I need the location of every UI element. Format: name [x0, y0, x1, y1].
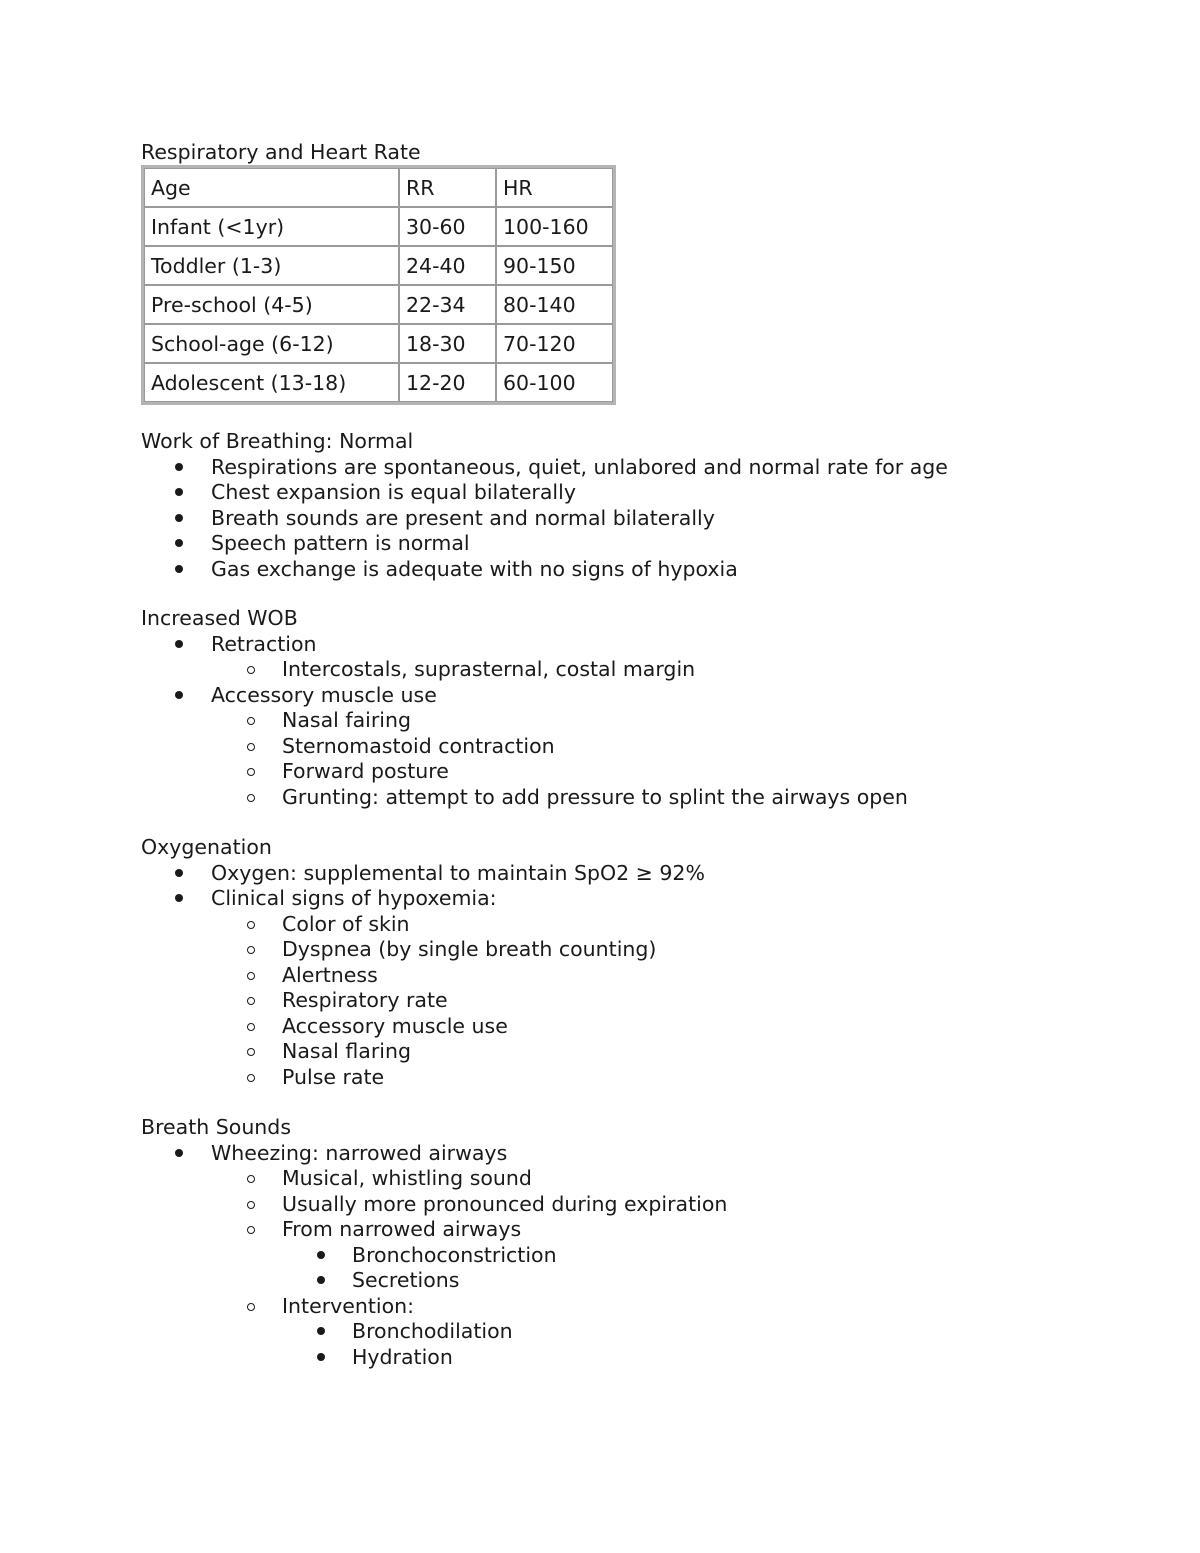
cell-hr: 70-120 — [496, 324, 613, 363]
bullet-circle-icon — [247, 743, 255, 751]
bullet-disc-icon — [175, 640, 183, 648]
list-item — [141, 683, 1101, 709]
list-item — [141, 1319, 1101, 1345]
cell-age: Toddler (1-3) — [144, 246, 399, 285]
list-item-text: From narrowed airways — [282, 1217, 522, 1241]
list-item — [141, 759, 1101, 785]
bullet-disc-icon — [317, 1327, 325, 1335]
bullet-circle-icon — [247, 1175, 255, 1183]
list-item — [141, 1014, 1101, 1040]
bullet-circle-icon — [247, 1074, 255, 1082]
bullet-circle-icon — [247, 1048, 255, 1056]
list-item — [141, 632, 1101, 658]
bullet-list — [141, 1141, 1101, 1167]
bullet-disc-icon — [317, 1353, 325, 1361]
bullet-disc-icon — [175, 691, 183, 699]
list-item — [141, 886, 1101, 912]
bullet-disc-icon — [175, 869, 183, 877]
bullet-list — [141, 632, 1101, 658]
rates-table — [141, 165, 616, 405]
list-item-text: Grunting: attempt to add pressure to splint the airways open — [282, 784, 908, 809]
bullet-circle-icon — [247, 1303, 255, 1311]
section-title: Breath Sounds — [141, 1115, 291, 1139]
list-item — [141, 455, 1101, 481]
bullet-disc-icon — [175, 1149, 183, 1157]
cell-rr: 24-40 — [399, 246, 496, 285]
cell-hr: 90-150 — [496, 246, 613, 285]
table-title: Respiratory and Heart Rate — [141, 140, 421, 164]
list-item-text: Dyspnea (by single breath counting) — [282, 937, 657, 961]
list-item — [141, 963, 1101, 989]
cell-age: Adolescent (13-18) — [144, 363, 399, 402]
list-item — [141, 734, 1101, 760]
bullet-circle-icon — [247, 972, 255, 980]
bullet-circle-icon — [247, 768, 255, 776]
sub-sub-bullet-list — [141, 1319, 1101, 1370]
list-item-text: Color of skin — [282, 911, 410, 936]
bullet-circle-icon — [247, 1023, 255, 1031]
table-row — [144, 363, 613, 402]
bullet-disc-icon — [175, 488, 183, 496]
cell-hr: 100-160 — [496, 207, 613, 246]
list-item-text: Musical, whistling sound — [282, 1166, 532, 1190]
cell-rr: 18-30 — [399, 324, 496, 363]
list-item — [141, 1065, 1101, 1091]
bullet-circle-icon — [247, 1226, 255, 1234]
list-item-text: Accessory muscle use — [211, 682, 437, 707]
bullet-disc-icon — [175, 894, 183, 902]
bullet-list — [141, 861, 1101, 912]
table-row — [144, 285, 613, 324]
bullet-circle-icon — [247, 1201, 255, 1209]
section-title: Oxygenation — [141, 835, 272, 859]
list-item-text: Breath sounds are present and normal bilaterally — [211, 505, 715, 530]
list-item-text: Intervention: — [282, 1293, 415, 1318]
list-item — [141, 708, 1101, 734]
list-item-text: Respirations are spontaneous, quiet, unlabored and normal rate for age — [211, 454, 948, 479]
list-item-text: Bronchodilation — [352, 1319, 513, 1343]
list-item — [141, 506, 1101, 532]
list-item — [141, 531, 1101, 557]
sub-bullet-list — [141, 657, 1101, 683]
table-row — [144, 324, 613, 363]
list-item-text: Gas exchange is adequate with no signs of hypoxia — [211, 556, 738, 581]
list-item-text: Retraction — [211, 631, 317, 656]
list-item — [141, 1039, 1101, 1065]
cell-rr: 12-20 — [399, 363, 496, 402]
section-title: Increased WOB — [141, 606, 298, 630]
list-item — [141, 1166, 1101, 1192]
list-item-text: Clinical signs of hypoxemia: — [211, 886, 497, 910]
bullet-circle-icon — [247, 717, 255, 725]
bullet-list — [141, 683, 1101, 709]
list-item-text: Hydration — [352, 1344, 453, 1369]
bullet-disc-icon — [317, 1251, 325, 1259]
cell-rr: 30-60 — [399, 207, 496, 246]
list-item — [141, 480, 1101, 506]
sub-bullet-list — [141, 1294, 1101, 1320]
list-item-text: Respiratory rate — [282, 988, 448, 1012]
list-item — [141, 785, 1101, 811]
list-item-text: Forward posture — [282, 759, 449, 783]
list-item — [141, 1345, 1101, 1371]
cell-hr: 60-100 — [496, 363, 613, 402]
header-rr: RR — [399, 168, 496, 207]
list-item — [141, 1217, 1101, 1243]
bullet-disc-icon — [175, 539, 183, 547]
list-item-text: Wheezing: narrowed airways — [211, 1140, 508, 1165]
cell-hr: 80-140 — [496, 285, 613, 324]
list-item-text: Secretions — [352, 1268, 460, 1292]
list-item-text: Nasal fairing — [282, 708, 411, 732]
table-row — [144, 246, 613, 285]
list-item — [141, 1192, 1101, 1218]
list-item — [141, 861, 1101, 887]
bullet-circle-icon — [247, 946, 255, 954]
cell-age: Infant (<1yr) — [144, 207, 399, 246]
section-title: Work of Breathing: Normal — [141, 429, 414, 453]
document-page — [141, 140, 1101, 1370]
sub-sub-bullet-list — [141, 1243, 1101, 1294]
bullet-circle-icon — [247, 666, 255, 674]
list-item-text: Bronchoconstriction — [352, 1242, 557, 1267]
list-item — [141, 1243, 1101, 1269]
header-age: Age — [144, 168, 399, 207]
list-item — [141, 1141, 1101, 1167]
cell-age: School-age (6-12) — [144, 324, 399, 363]
list-item — [141, 912, 1101, 938]
bullet-disc-icon — [175, 463, 183, 471]
list-item-text: Accessory muscle use — [282, 1013, 508, 1038]
list-item-text: Intercostals, suprasternal, costal margin — [282, 657, 696, 681]
cell-rr: 22-34 — [399, 285, 496, 324]
list-item-text: Alertness — [282, 962, 378, 987]
bullet-circle-icon — [247, 794, 255, 802]
list-item-text: Sternomastoid contraction — [282, 733, 555, 758]
bullet-disc-icon — [175, 565, 183, 573]
bullet-list — [141, 455, 1101, 583]
list-item — [141, 988, 1101, 1014]
list-item-text: Chest expansion is equal bilaterally — [211, 480, 576, 504]
list-item-text: Nasal flaring — [282, 1039, 411, 1063]
list-item-text: Oxygen: supplemental to maintain SpO2 ≥ 92% — [211, 860, 705, 885]
list-item — [141, 1268, 1101, 1294]
sub-bullet-list — [141, 708, 1101, 810]
list-item — [141, 1294, 1101, 1320]
section-work-of-breathing — [141, 429, 1101, 582]
list-item — [141, 937, 1101, 963]
list-item-text: Usually more pronounced during expiration — [282, 1191, 728, 1216]
sub-bullet-list — [141, 912, 1101, 1091]
list-item-text: Speech pattern is normal — [211, 531, 470, 555]
section-increased-wob — [141, 606, 1101, 810]
table-header-row — [144, 168, 613, 207]
section-oxygenation — [141, 835, 1101, 1090]
bullet-circle-icon — [247, 997, 255, 1005]
header-hr: HR — [496, 168, 613, 207]
list-item — [141, 557, 1101, 583]
cell-age: Pre-school (4-5) — [144, 285, 399, 324]
sub-bullet-list — [141, 1166, 1101, 1243]
list-item — [141, 657, 1101, 683]
table-row — [144, 207, 613, 246]
bullet-disc-icon — [317, 1276, 325, 1284]
bullet-circle-icon — [247, 921, 255, 929]
list-item-text: Pulse rate — [282, 1064, 385, 1089]
section-breath-sounds — [141, 1115, 1101, 1370]
bullet-disc-icon — [175, 514, 183, 522]
